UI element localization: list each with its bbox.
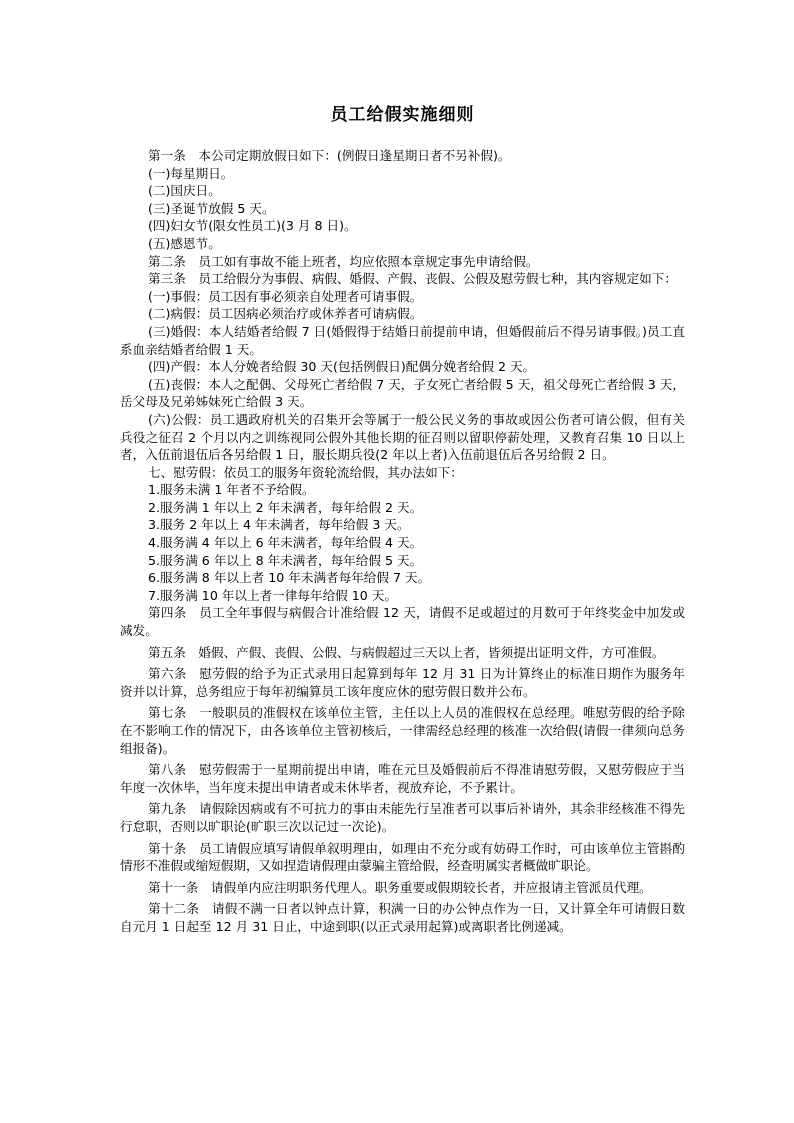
paragraph: 第一条 本公司定期放假日如下：(例假日逢星期日者不另补假)。 bbox=[148, 148, 511, 163]
paragraph: (三)圣诞节放假 5 天。 bbox=[148, 200, 275, 216]
paragraph: 6.服务满 8 年以上者 10 年未满者每年给假 7 天。 bbox=[148, 570, 431, 586]
paragraph: 7.服务满 10 年以上者一律每年给假 10 天。 bbox=[148, 587, 397, 603]
paragraph: (四)妇女节(限女性员工)(3 月 8 日)。 bbox=[148, 218, 357, 234]
paragraph: 5.服务满 6 年以上 8 年未满者，每年给假 5 天。 bbox=[148, 552, 423, 568]
paragraph: 2.服务满 1 年以上 2 年未满者，每年给假 2 天。 bbox=[148, 499, 423, 515]
document-title: 员工给假实施细则 bbox=[330, 105, 475, 125]
paragraph: 第二条 员工如有事故不能上班者，均应依照本章规定事先申请给假。 bbox=[148, 253, 539, 269]
paragraph: 第十条 员工请假应填写请假单叙明理由，如理由不充分或有妨碍工作时，可由该单位主管斟酌情形不准假或缩短假期，又如捏造请假理由蒙骗主管给假，经查明属实者概做旷职论。 bbox=[120, 840, 685, 874]
paragraph: 第八条 慰劳假需于一星期前提出申请，唯在元旦及婚假前后不得准请慰劳假，又慰劳假应于当年度一次休毕，当年度未提出申请者或未休毕者，视放弃论，不予累计。 bbox=[120, 762, 685, 795]
paragraph: 第五条 婚假、产假、丧假、公假、与病假超过三天以上者，皆须提出证明文件，方可准假。 bbox=[148, 644, 665, 660]
paragraph: 第十二条 请假不满一日者以钟点计算，积满一日的办公钟点作为一日，又计算全年可请假日数自元月 1 日起至 12 月 31 日止，中途到职(以正式录用起算)或离职者比例递减。 bbox=[120, 901, 685, 934]
paragraph: 4.服务满 4 年以上 6 年未满者，每年给假 4 天。 bbox=[148, 535, 423, 551]
paragraph: 3.服务 2 年以上 4 年未满者，每年给假 3 天。 bbox=[148, 517, 410, 533]
paragraph: (二)国庆日。 bbox=[148, 183, 221, 199]
paragraph: 第七条 一般职员的准假权在该单位主管，主任以上人员的准假权在总经理。唯慰劳假的给予除在不影响工作的情况下，由各该单位主管初核后，一律需经总经理的核准一次给假(请假一律须向总务组报备)。 bbox=[120, 705, 685, 756]
paragraph: (一)事假：员工因有事必须亲自处理者可请事假。 bbox=[148, 288, 423, 304]
paragraph: 七、慰劳假：依员工的服务年资轮流给假，其办法如下： bbox=[148, 464, 463, 480]
paragraph: 1.服务未满 1 年者不予给假。 bbox=[148, 482, 315, 498]
paragraph: 第四条 员工全年事假与病假合计准给假 12 天，请假不足或超过的月数可于年终奖金中加发或减发。 bbox=[120, 605, 685, 639]
document-page bbox=[120, 100, 685, 940]
paragraph: (一)每星期日。 bbox=[148, 165, 234, 181]
paragraph: (五)丧假：本人之配偶、父母死亡者给假 7 天，子女死亡者给假 5 天，祖父母死亡者给假 3 天，岳父母及兄弟姊妹死亡给假 3 天。 bbox=[120, 376, 685, 410]
paragraph: 第六条 慰劳假的给予为正式录用日起算到每年 12 月 31 日为计算终止的标准日期作为服务年资并以计算，总务组应于每年初编算员工该年度应休的慰劳假日数并公布。 bbox=[120, 666, 685, 699]
paragraph: (六)公假：员工遇政府机关的召集开会等属于一般公民义务的事故或因公伤者可请公假，但有关兵役之征召 2 个月以内之训练视同公假外其他长期的征召则以留职停薪处理，又教育召集 10 日以上者，入伍前退伍后各另给假 1 日，服长期兵役(2 年以上者)入伍前退伍后各另给假 2 日。 bbox=[120, 411, 685, 463]
paragraph: 第十一条 请假单内应注明职务代理人。职务重要或假期较长者，并应报请主管派员代理。 bbox=[148, 879, 652, 895]
paragraph: (四)产假：本人分娩者给假 30 天(包括例假日)配偶分娩者给假 2 天。 bbox=[148, 359, 536, 375]
paragraph: (五)感恩节。 bbox=[148, 235, 221, 251]
paragraph: 第九条 请假除因病或有不可抗力的事由未能先行呈准者可以事后补请外，其余非经核准不得先行怠职，否则以旷职论(旷职三次以记过一次论)。 bbox=[120, 801, 685, 834]
paragraph: 第三条 员工给假分为事假、病假、婚假、产假、丧假、公假及慰劳假七种，其内容规定如下： bbox=[148, 271, 677, 287]
paragraph: (三)婚假：本人结婚者给假 7 日(婚假得于结婚日前提前申请，但婚假前后不得另请事假。)员工直系血亲结婚者给假 1 天。 bbox=[120, 323, 685, 357]
paragraph: (二)病假：员工因病必须治疗或休养者可请病假。 bbox=[148, 306, 423, 322]
